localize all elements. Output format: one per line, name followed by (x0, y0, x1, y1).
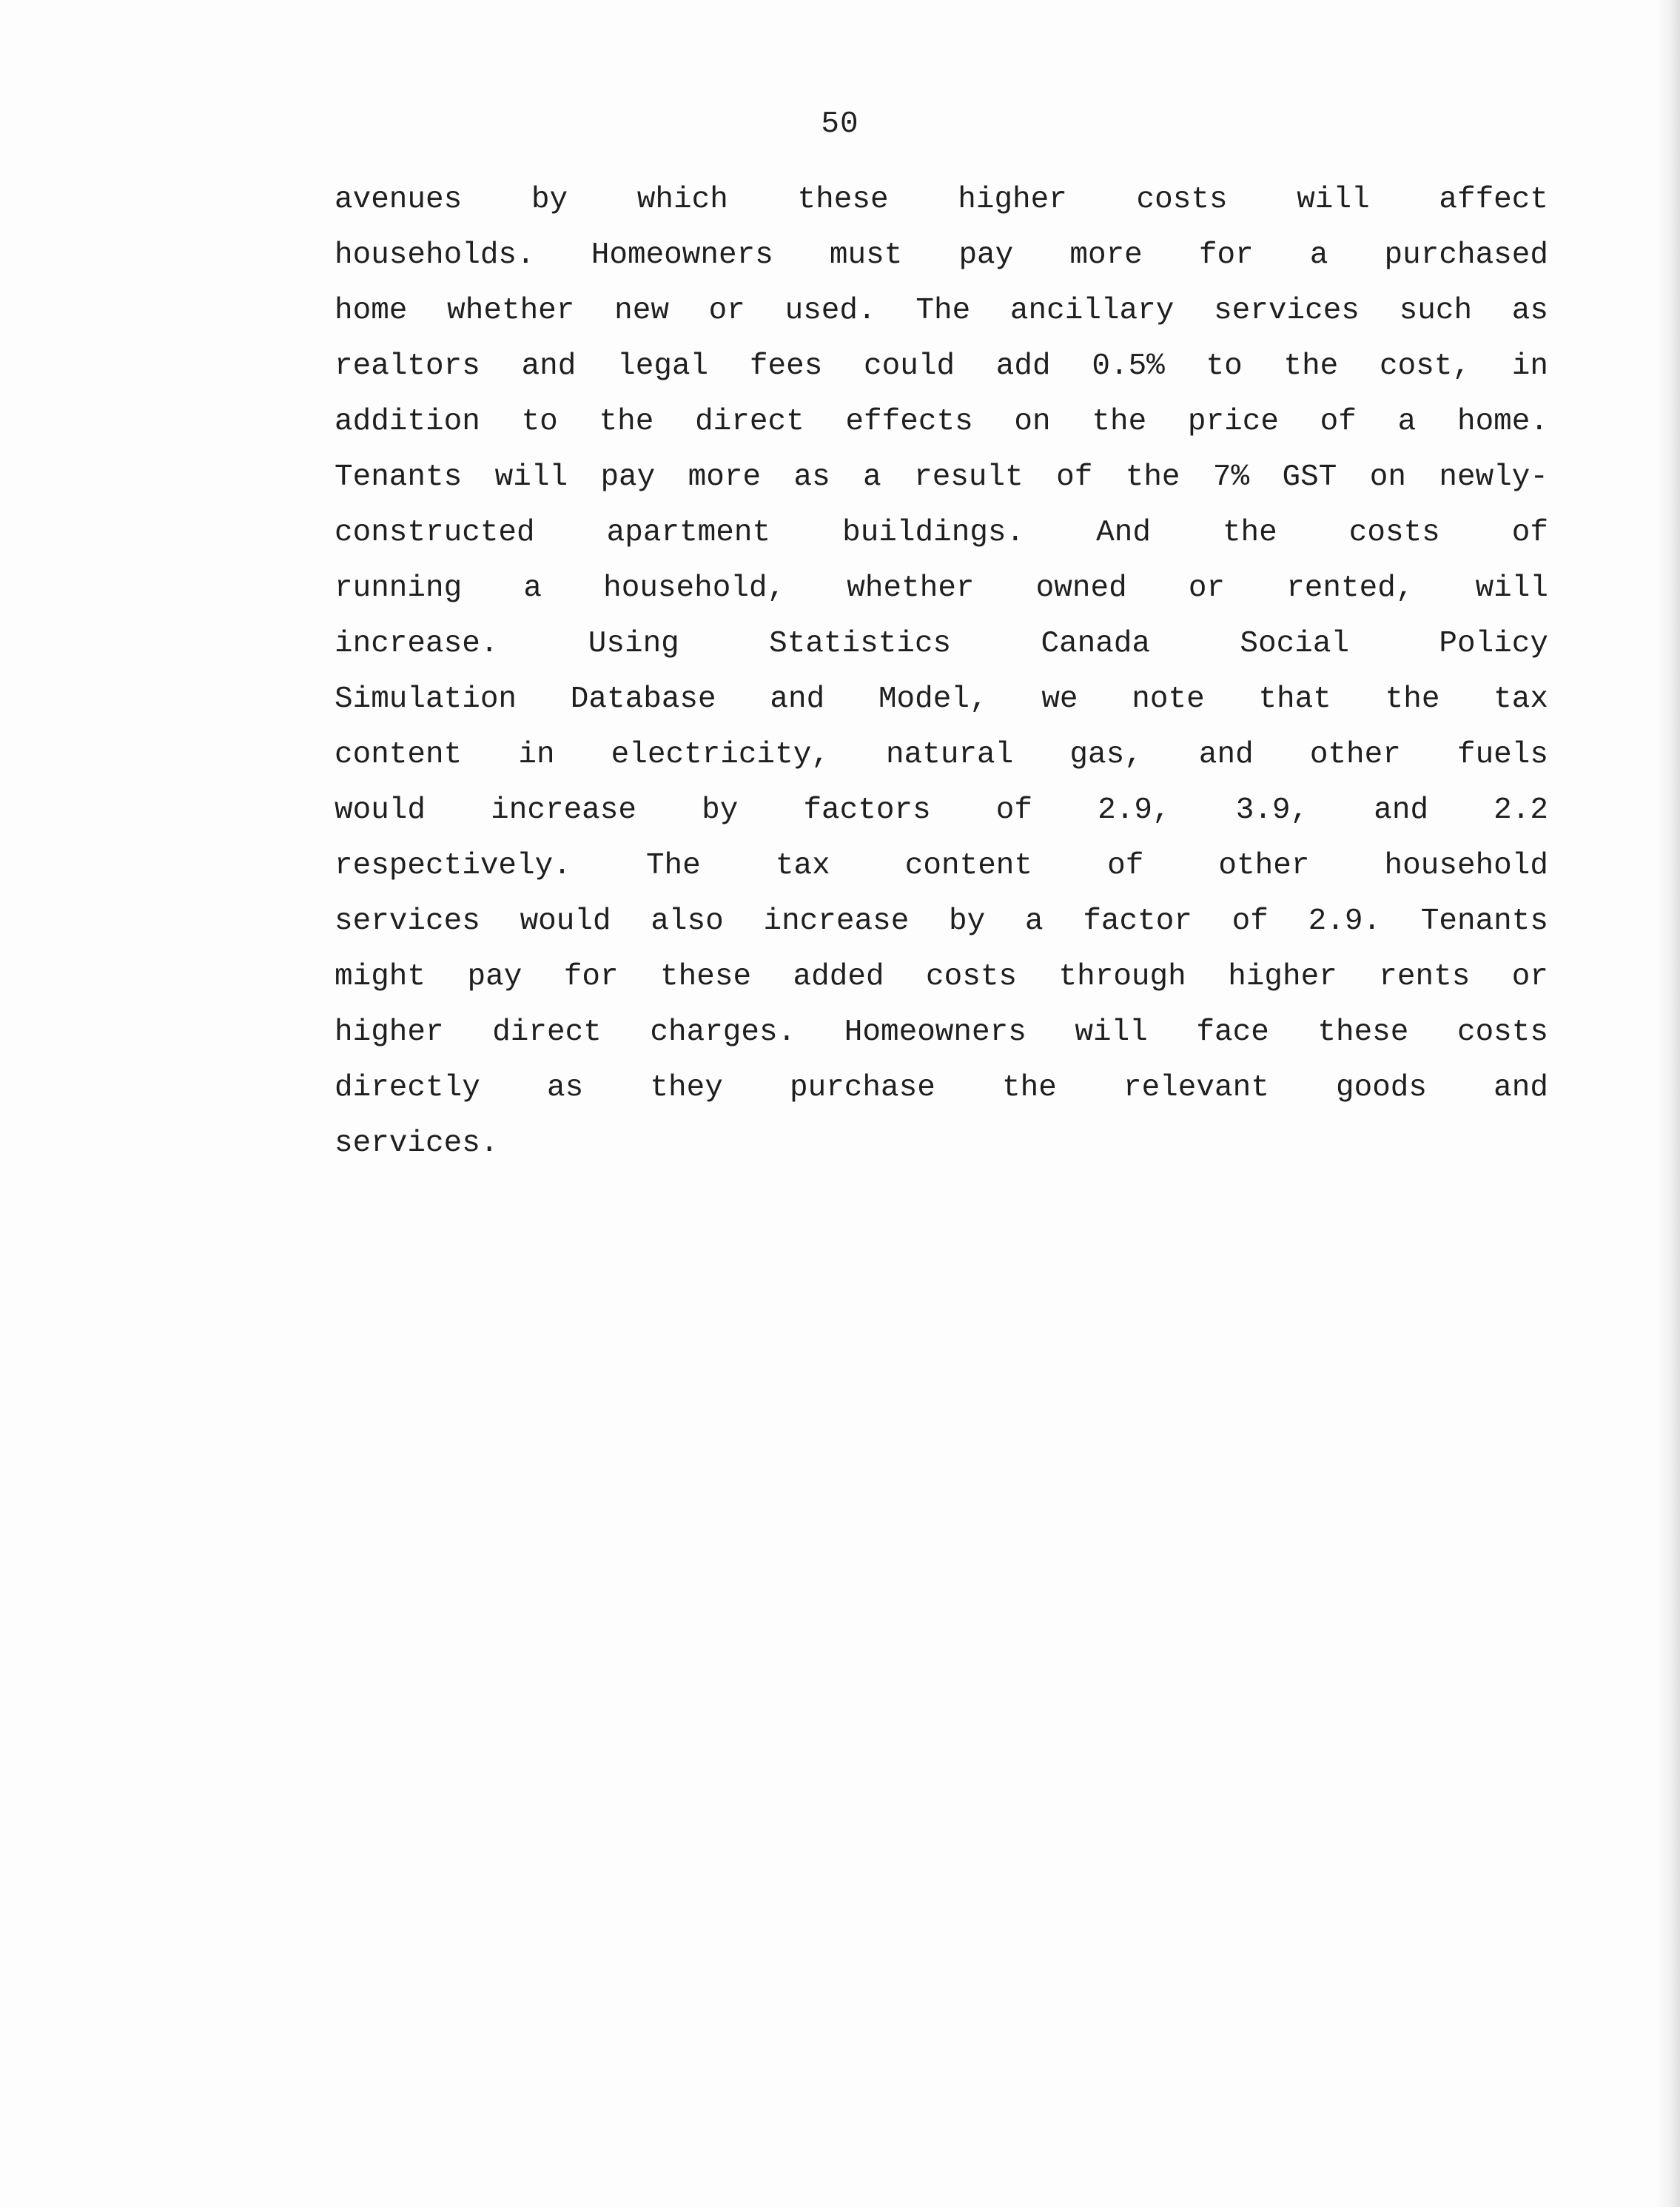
paragraph-line: Tenants will pay more as a result of the 7% GST on newly- (335, 460, 1548, 494)
paragraph-line: households. Homeowners must pay more for a purchased (335, 238, 1548, 272)
paragraph-line: respectively. The tax content of other household (335, 849, 1548, 883)
page-number: 50 (821, 107, 859, 141)
paragraph-line: services. (335, 1126, 499, 1160)
paragraph-line: running a household, whether owned or rented, will (335, 571, 1548, 605)
paragraph-line: directly as they purchase the relevant goods and (335, 1071, 1548, 1105)
paragraph-line: would increase by factors of 2.9, 3.9, and 2.2 (335, 793, 1548, 827)
paragraph-line: addition to the direct effects on the price of a home. (335, 405, 1548, 439)
paragraph-line: higher direct charges. Homeowners will face these costs (335, 1015, 1548, 1049)
paragraph-line: constructed apartment buildings. And the costs of (335, 516, 1548, 550)
paragraph-line: services would also increase by a factor of 2.9. Tenants (335, 904, 1548, 938)
paragraph-line: increase. Using Statistics Canada Social Policy (335, 627, 1548, 661)
paragraph-line: content in electricity, natural gas, and other fuels (335, 738, 1548, 772)
paragraph-line: avenues by which these higher costs will affect (335, 183, 1548, 217)
page-edge-shadow (1655, 0, 1680, 2207)
paragraph-line: realtors and legal fees could add 0.5% to the cost, in (335, 349, 1548, 383)
body-paragraph (335, 172, 1548, 1172)
paragraph-line: Simulation Database and Model, we note that the tax (335, 682, 1548, 716)
paragraph-line: home whether new or used. The ancillary services such as (335, 294, 1548, 328)
paragraph-line: might pay for these added costs through higher rents or (335, 960, 1548, 994)
